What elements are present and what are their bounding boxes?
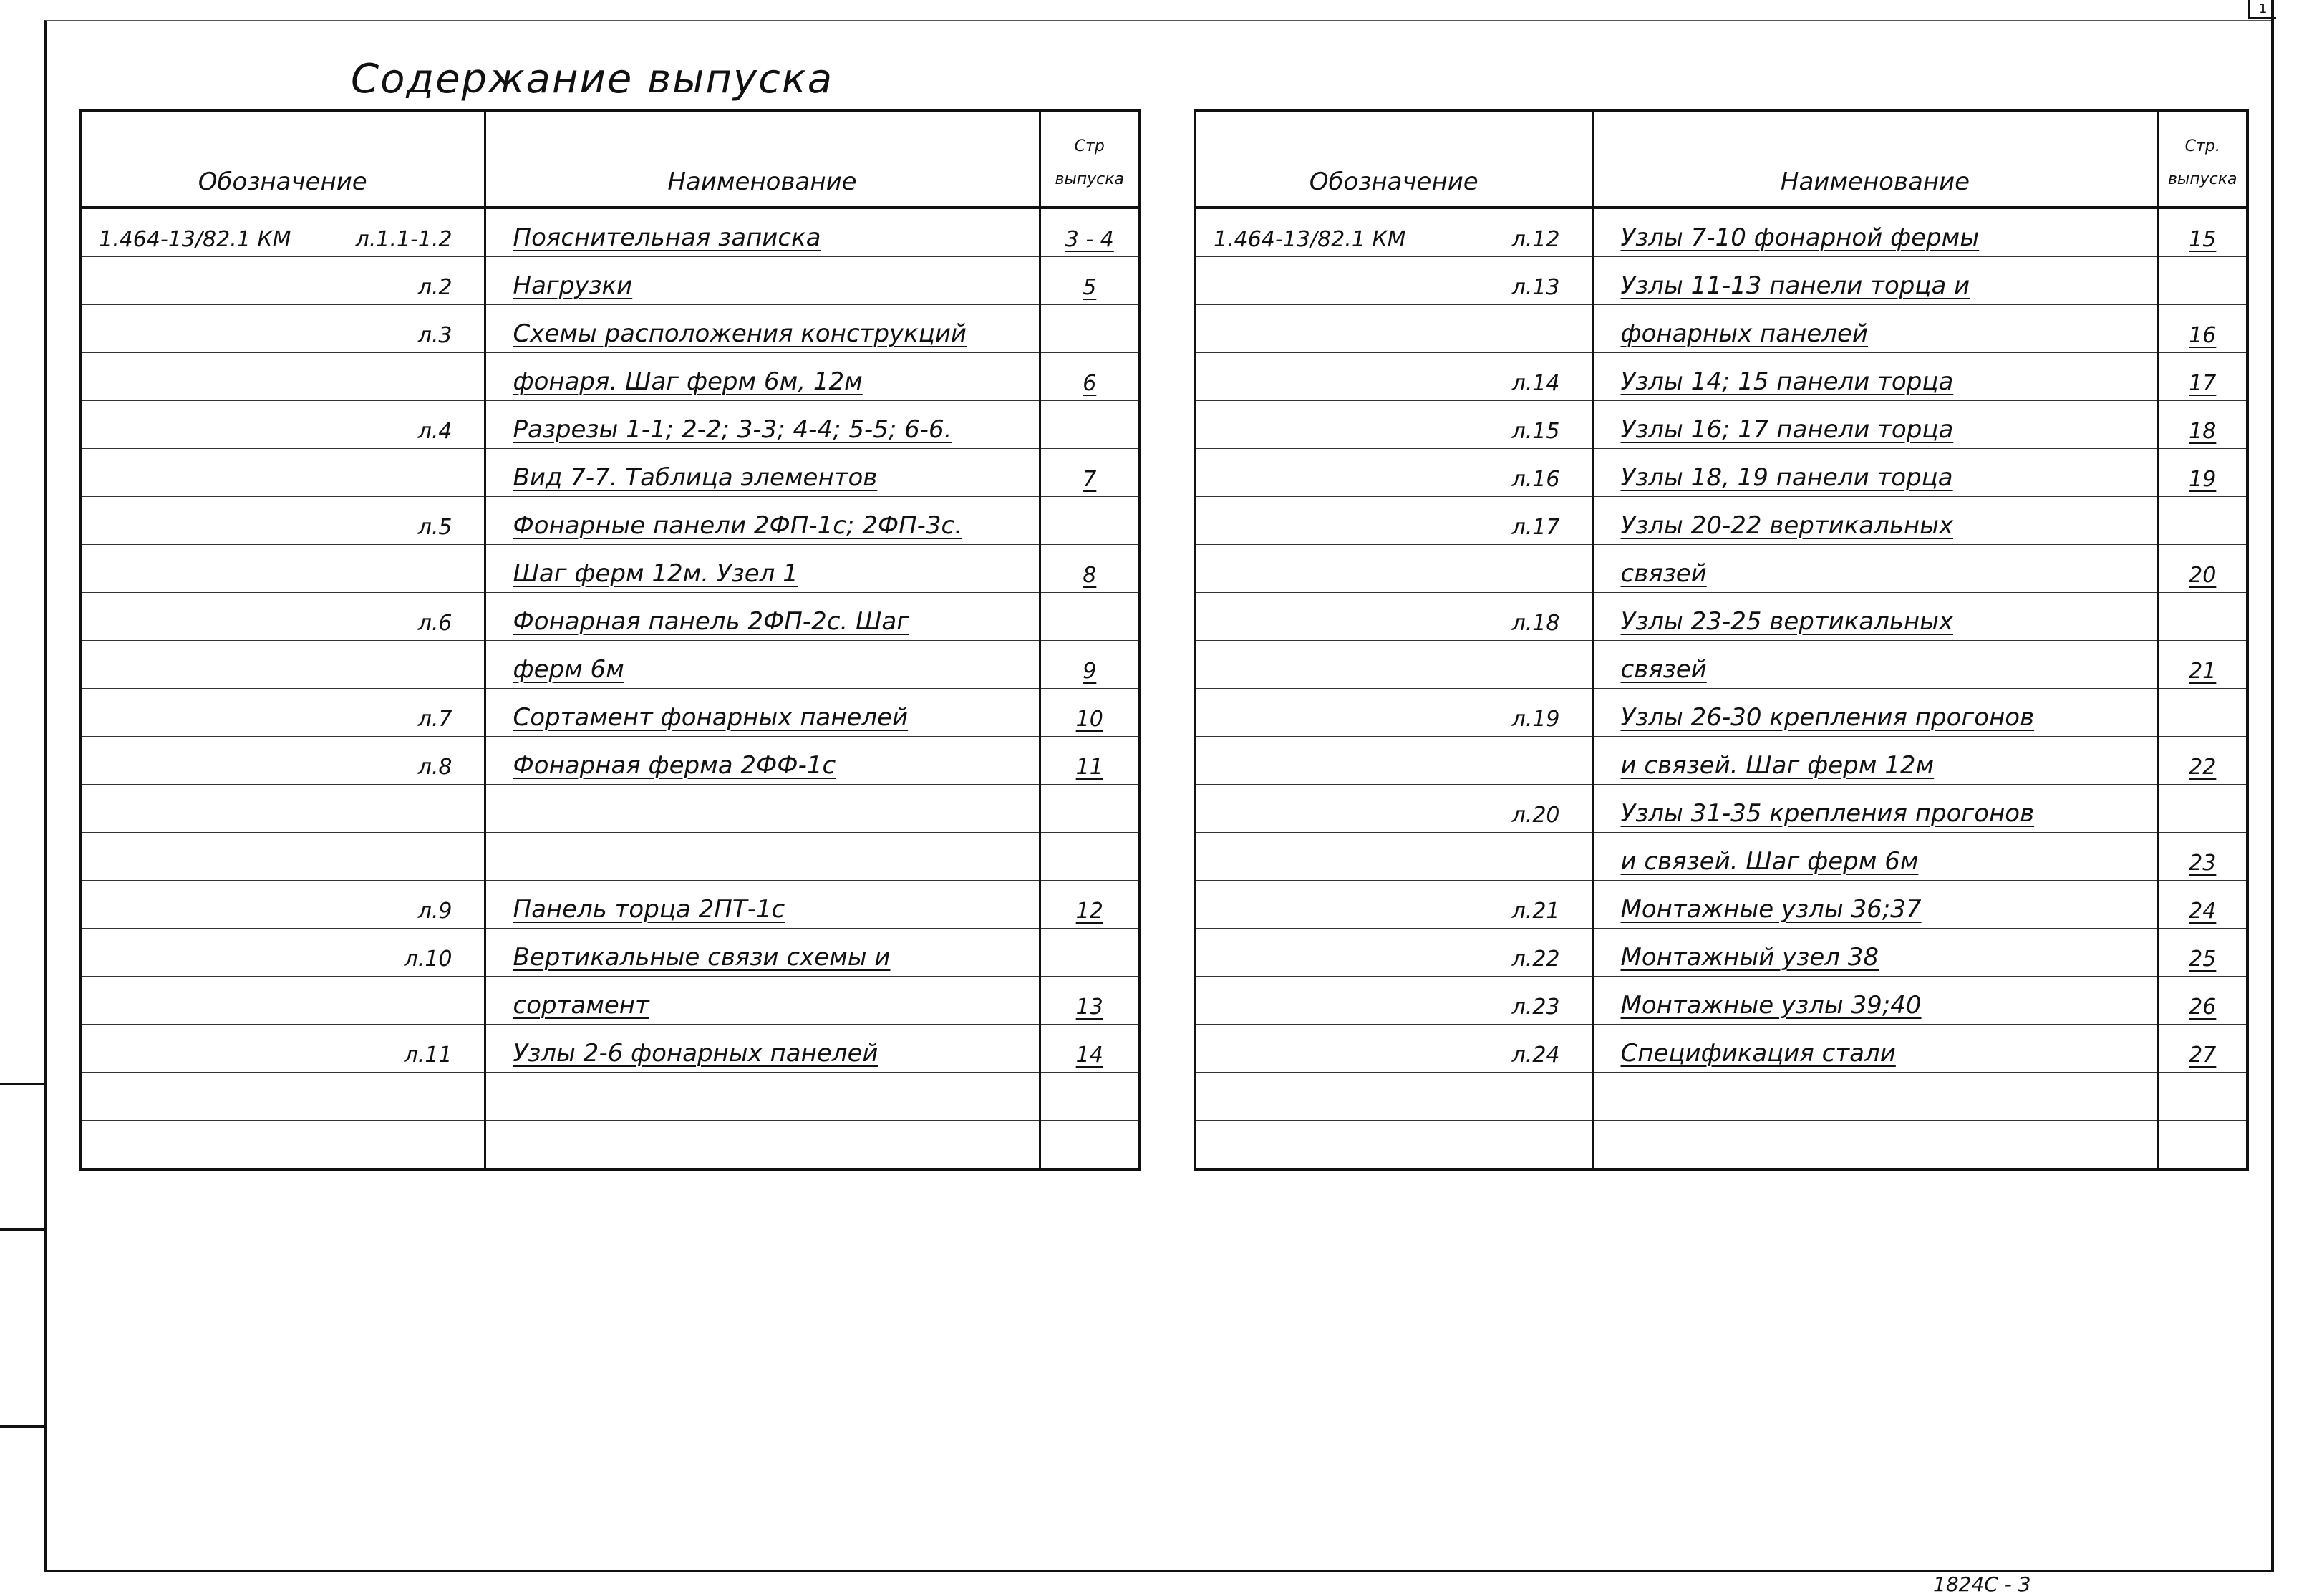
item-name: Пояснительная записка <box>513 223 821 252</box>
item-name: Монтажный узел 38 <box>1620 943 1879 972</box>
designation-cell <box>80 689 485 737</box>
designation-cell <box>80 833 485 881</box>
item-name: Фонарная ферма 2ФФ-1с <box>513 751 836 780</box>
name-cell <box>1592 353 2158 401</box>
page-cell <box>2158 881 2247 929</box>
name-cell <box>1592 305 2158 353</box>
name-cell <box>485 737 1040 785</box>
page-cell <box>1040 1073 1140 1121</box>
table-row <box>80 449 1140 497</box>
name-cell <box>1592 833 2158 881</box>
name-cell <box>485 1121 1040 1170</box>
sheet-number: л.22 <box>1511 947 1560 972</box>
page-number: 3 - 4 <box>1065 227 1114 252</box>
designation-cell <box>1195 833 1592 881</box>
designation-cell <box>80 1121 485 1170</box>
item-name: связей <box>1620 655 1707 684</box>
header-designation: Обозначение <box>80 110 485 208</box>
page-number: 10 <box>1075 707 1103 732</box>
item-name: Вид 7-7. Таблица элементов <box>513 463 878 492</box>
designation-cell <box>80 929 485 977</box>
item-name: Панель торца 2ПТ-1с <box>513 895 785 924</box>
name-cell <box>1592 641 2158 689</box>
sheet-number: л.9 <box>417 899 452 924</box>
table-row <box>80 497 1140 545</box>
designation-cell <box>80 449 485 497</box>
page-cell <box>1040 737 1140 785</box>
designation-cell <box>1195 977 1592 1025</box>
name-cell <box>1592 1025 2158 1073</box>
sheet-number: л.17 <box>1511 515 1560 540</box>
designation-cell <box>1195 401 1592 449</box>
sheet-number: л.8 <box>417 755 452 780</box>
table-row <box>1195 353 2247 401</box>
left-table-body <box>80 208 1140 1169</box>
table-row <box>80 305 1140 353</box>
name-cell <box>1592 401 2158 449</box>
sheet-number: л.15 <box>1511 419 1560 444</box>
page-cell <box>1040 593 1140 641</box>
page-cell <box>1040 497 1140 545</box>
header-page-line2: выпуска <box>2167 170 2237 188</box>
sheet-number: л.4 <box>417 419 452 444</box>
designation-cell <box>80 257 485 305</box>
name-cell <box>485 449 1040 497</box>
name-cell <box>1592 208 2158 257</box>
sheet-number: л.7 <box>417 707 452 732</box>
page-number: 14 <box>1075 1043 1103 1068</box>
contents-table-right <box>1194 109 2249 1171</box>
item-name: Фонарные панели 2ФП-1с; 2ФП-3с. <box>513 511 963 540</box>
sheet-number: л.2 <box>417 275 452 300</box>
designation-cell <box>1195 305 1592 353</box>
table-header-row <box>80 110 1140 208</box>
item-name: Сортамент фонарных панелей <box>513 703 909 732</box>
sheet-number: л.24 <box>1511 1043 1560 1068</box>
table-row <box>1195 881 2247 929</box>
item-name: Спецификация стали <box>1620 1039 1896 1068</box>
item-name: Узлы 11-13 панели торца и <box>1620 271 1970 300</box>
designation-cell <box>80 545 485 593</box>
name-cell <box>1592 881 2158 929</box>
name-cell <box>1592 689 2158 737</box>
page-number: 8 <box>1083 563 1097 588</box>
sheet-right-edge <box>2271 0 2274 1570</box>
page-number: 17 <box>2189 371 2217 396</box>
table-row <box>80 833 1140 881</box>
table-row <box>80 257 1140 305</box>
designation-cell <box>1195 1025 1592 1073</box>
page-cell <box>2158 833 2247 881</box>
designation-cell <box>80 785 485 833</box>
table-row <box>80 689 1140 737</box>
table-row <box>80 353 1140 401</box>
header-name: Наименование <box>1592 110 2158 208</box>
name-cell <box>485 929 1040 977</box>
designation-cell <box>80 737 485 785</box>
sheet-number: л.10 <box>404 947 452 972</box>
item-name: Монтажные узлы 36;37 <box>1620 895 1922 924</box>
designation-cell <box>80 208 485 257</box>
table-row <box>80 881 1140 929</box>
page-number: 15 <box>2189 227 2217 252</box>
table-header-row <box>1195 110 2247 208</box>
designation-cell <box>80 1025 485 1073</box>
name-cell <box>485 1025 1040 1073</box>
designation-cell <box>1195 545 1592 593</box>
table-row <box>1195 1025 2247 1073</box>
sheet-number: л.6 <box>417 611 452 636</box>
name-cell <box>485 208 1040 257</box>
item-name: ферм 6м <box>513 655 624 684</box>
page-cell <box>1040 881 1140 929</box>
page-cell <box>2158 641 2247 689</box>
corner-number: 1 <box>2259 1 2267 16</box>
item-name: Узлы 16; 17 панели торца <box>1620 415 1954 444</box>
table-row <box>1195 641 2247 689</box>
table-row <box>1195 593 2247 641</box>
name-cell <box>485 1073 1040 1121</box>
sheet-number: л.16 <box>1511 467 1560 492</box>
name-cell <box>1592 545 2158 593</box>
name-cell <box>485 785 1040 833</box>
designation-cell <box>80 353 485 401</box>
designation-cell <box>80 641 485 689</box>
table-row <box>1195 497 2247 545</box>
table-row <box>1195 208 2247 257</box>
page-cell <box>2158 977 2247 1025</box>
designation-cell <box>1195 881 1592 929</box>
page-number: 9 <box>1083 659 1097 684</box>
header-designation: Обозначение <box>1195 110 1592 208</box>
designation-cell <box>80 497 485 545</box>
sheet-number: л.12 <box>1511 227 1560 252</box>
page-number: 20 <box>2189 563 2217 588</box>
page-cell <box>1040 977 1140 1025</box>
table-row <box>80 785 1140 833</box>
page-number: 27 <box>2189 1043 2217 1068</box>
page-title: Содержание выпуска <box>351 56 834 102</box>
name-cell <box>1592 497 2158 545</box>
table-row <box>1195 449 2247 497</box>
table-row <box>80 977 1140 1025</box>
sheet-number: л.11 <box>404 1043 452 1068</box>
item-name: и связей. Шаг ферм 12м <box>1620 751 1935 780</box>
item-name: Разрезы 1-1; 2-2; 3-3; 4-4; 5-5; 6-6. <box>513 415 952 444</box>
designation-cell <box>1195 208 1592 257</box>
page-cell <box>2158 208 2247 257</box>
item-name: Нагрузки <box>513 271 633 300</box>
page-cell <box>1040 449 1140 497</box>
name-cell <box>1592 977 2158 1025</box>
name-cell <box>1592 257 2158 305</box>
page-cell <box>1040 257 1140 305</box>
name-cell <box>485 257 1040 305</box>
name-cell <box>1592 1073 2158 1121</box>
table-row <box>1195 305 2247 353</box>
designation-cell <box>1195 1073 1592 1121</box>
page-cell <box>1040 833 1140 881</box>
name-cell <box>485 689 1040 737</box>
item-name: Фонарная панель 2ФП-2с. Шаг <box>513 607 910 636</box>
page-cell <box>1040 545 1140 593</box>
page-cell <box>2158 449 2247 497</box>
contents-table-left <box>79 109 1141 1171</box>
item-name: Шаг ферм 12м. Узел 1 <box>513 559 798 588</box>
table-row <box>1195 785 2247 833</box>
name-cell <box>485 833 1040 881</box>
table-row <box>1195 1073 2247 1121</box>
name-cell <box>485 497 1040 545</box>
designation-cell <box>1195 593 1592 641</box>
sheet-number: л.23 <box>1511 995 1560 1020</box>
page-cell <box>2158 785 2247 833</box>
designation-cell <box>1195 737 1592 785</box>
page-cell <box>2158 689 2247 737</box>
page-cell <box>1040 1025 1140 1073</box>
designation-cell <box>1195 449 1592 497</box>
name-cell <box>485 593 1040 641</box>
page-cell <box>1040 208 1140 257</box>
page-cell <box>1040 641 1140 689</box>
table-row <box>80 401 1140 449</box>
header-page-line1: Стр <box>1074 137 1105 155</box>
table-row <box>80 641 1140 689</box>
page-number: 6 <box>1083 371 1097 396</box>
sheet-number: л.1.1-1.2 <box>355 227 452 252</box>
table-row <box>80 929 1140 977</box>
page-number: 11 <box>1075 755 1103 780</box>
table-row <box>1195 545 2247 593</box>
item-name: и связей. Шаг ферм 6м <box>1620 847 1919 876</box>
table-row <box>1195 1121 2247 1170</box>
designation-cell <box>1195 257 1592 305</box>
item-name: Узлы 23-25 вертикальных <box>1620 607 1954 636</box>
header-page <box>2158 110 2247 208</box>
sheet-stamp: 1824С - 3 <box>1933 1572 2031 1596</box>
corner-sheet-mark <box>2248 0 2276 19</box>
page-cell <box>2158 1025 2247 1073</box>
item-name: Узлы 14; 15 панели торца <box>1620 367 1954 396</box>
page-cell <box>2158 353 2247 401</box>
designation-cell <box>1195 929 1592 977</box>
item-name: Узлы 2-6 фонарных панелей <box>513 1039 878 1068</box>
page-number: 24 <box>2189 899 2217 924</box>
sheet-number: л.5 <box>417 515 452 540</box>
page-number: 22 <box>2189 755 2217 780</box>
sheet-number: л.19 <box>1511 707 1560 732</box>
table-row <box>1195 257 2247 305</box>
right-table-body <box>1195 208 2247 1169</box>
table-row <box>1195 737 2247 785</box>
item-name: Узлы 7-10 фонарной фермы <box>1620 223 1980 252</box>
page-number: 16 <box>2189 323 2217 348</box>
page-cell <box>2158 737 2247 785</box>
table-row <box>80 737 1140 785</box>
page-number: 23 <box>2189 851 2217 876</box>
name-cell <box>1592 1121 2158 1170</box>
page-cell <box>2158 497 2247 545</box>
table-row <box>80 1121 1140 1170</box>
page-cell <box>2158 305 2247 353</box>
name-cell <box>1592 449 2158 497</box>
page-number: 12 <box>1075 899 1103 924</box>
item-name: Узлы 26-30 крепления прогонов <box>1620 703 2035 732</box>
designation-cell <box>80 1073 485 1121</box>
designation-cell <box>1195 1121 1592 1170</box>
item-name: фонаря. Шаг ферм 6м, 12м <box>513 367 863 396</box>
page-cell <box>1040 785 1140 833</box>
item-name: Узлы 18, 19 панели торца <box>1620 463 1953 492</box>
page-cell <box>2158 929 2247 977</box>
header-page <box>1040 110 1140 208</box>
name-cell <box>1592 785 2158 833</box>
page-cell <box>1040 929 1140 977</box>
page-cell <box>1040 689 1140 737</box>
designation-cell <box>1195 353 1592 401</box>
table-row <box>80 1025 1140 1073</box>
sheet-number: л.14 <box>1511 371 1560 396</box>
name-cell <box>485 977 1040 1025</box>
table-row <box>80 545 1140 593</box>
sheet-number: л.20 <box>1511 803 1560 828</box>
designation-cell <box>80 593 485 641</box>
table-row <box>1195 833 2247 881</box>
name-cell <box>485 401 1040 449</box>
sheet-number: л.18 <box>1511 611 1560 636</box>
page-cell <box>2158 1121 2247 1170</box>
page-number: 26 <box>2189 995 2217 1020</box>
page-cell <box>2158 1073 2247 1121</box>
page-cell <box>2158 593 2247 641</box>
designation-cell <box>80 881 485 929</box>
binding-tick-1 <box>0 1083 44 1085</box>
name-cell <box>1592 593 2158 641</box>
page-cell <box>1040 1121 1140 1170</box>
page-cell <box>2158 401 2247 449</box>
table-row <box>1195 929 2247 977</box>
table-row <box>1195 977 2247 1025</box>
page-number: 25 <box>2189 947 2217 972</box>
header-page-line2: выпуска <box>1055 170 1125 188</box>
table-row <box>80 593 1140 641</box>
item-name: связей <box>1620 559 1707 588</box>
table-row <box>80 1073 1140 1121</box>
designation-cell <box>1195 497 1592 545</box>
document-code: 1.464-13/82.1 КМ <box>1214 227 1406 252</box>
table-row <box>1195 689 2247 737</box>
item-name: Схемы расположения конструкций <box>513 319 967 348</box>
item-name: фонарных панелей <box>1620 319 1868 348</box>
item-name: Узлы 20-22 вертикальных <box>1620 511 1954 540</box>
page-number: 13 <box>1075 995 1103 1020</box>
designation-cell <box>1195 785 1592 833</box>
name-cell <box>1592 929 2158 977</box>
page-number: 7 <box>1083 467 1097 492</box>
document-code: 1.464-13/82.1 КМ <box>99 227 291 252</box>
binding-tick-2 <box>0 1228 44 1231</box>
name-cell <box>1592 737 2158 785</box>
name-cell <box>485 353 1040 401</box>
name-cell <box>485 641 1040 689</box>
page-cell <box>2158 545 2247 593</box>
designation-cell <box>80 401 485 449</box>
page-number: 21 <box>2189 659 2217 684</box>
binding-tick-3 <box>0 1425 44 1428</box>
page-number: 5 <box>1083 275 1097 300</box>
name-cell <box>485 305 1040 353</box>
sheet-number: л.21 <box>1511 899 1560 924</box>
name-cell <box>485 881 1040 929</box>
item-name: сортамент <box>513 991 649 1020</box>
name-cell <box>485 545 1040 593</box>
designation-cell <box>1195 641 1592 689</box>
header-page-line1: Стр. <box>2184 137 2220 155</box>
item-name: Вертикальные связи схемы и <box>513 943 891 972</box>
sheet-number: л.3 <box>417 323 452 348</box>
table-row <box>1195 401 2247 449</box>
page-cell <box>1040 401 1140 449</box>
designation-cell <box>80 977 485 1025</box>
header-name: Наименование <box>485 110 1040 208</box>
table-row <box>80 208 1140 257</box>
page-cell <box>2158 257 2247 305</box>
designation-cell <box>1195 689 1592 737</box>
page-number: 18 <box>2189 419 2217 444</box>
item-name: Узлы 31-35 крепления прогонов <box>1620 799 2035 828</box>
page-number: 19 <box>2189 467 2217 492</box>
page-cell <box>1040 305 1140 353</box>
sheet-number: л.13 <box>1511 275 1560 300</box>
designation-cell <box>80 305 485 353</box>
page-cell <box>1040 353 1140 401</box>
item-name: Монтажные узлы 39;40 <box>1620 991 1922 1020</box>
